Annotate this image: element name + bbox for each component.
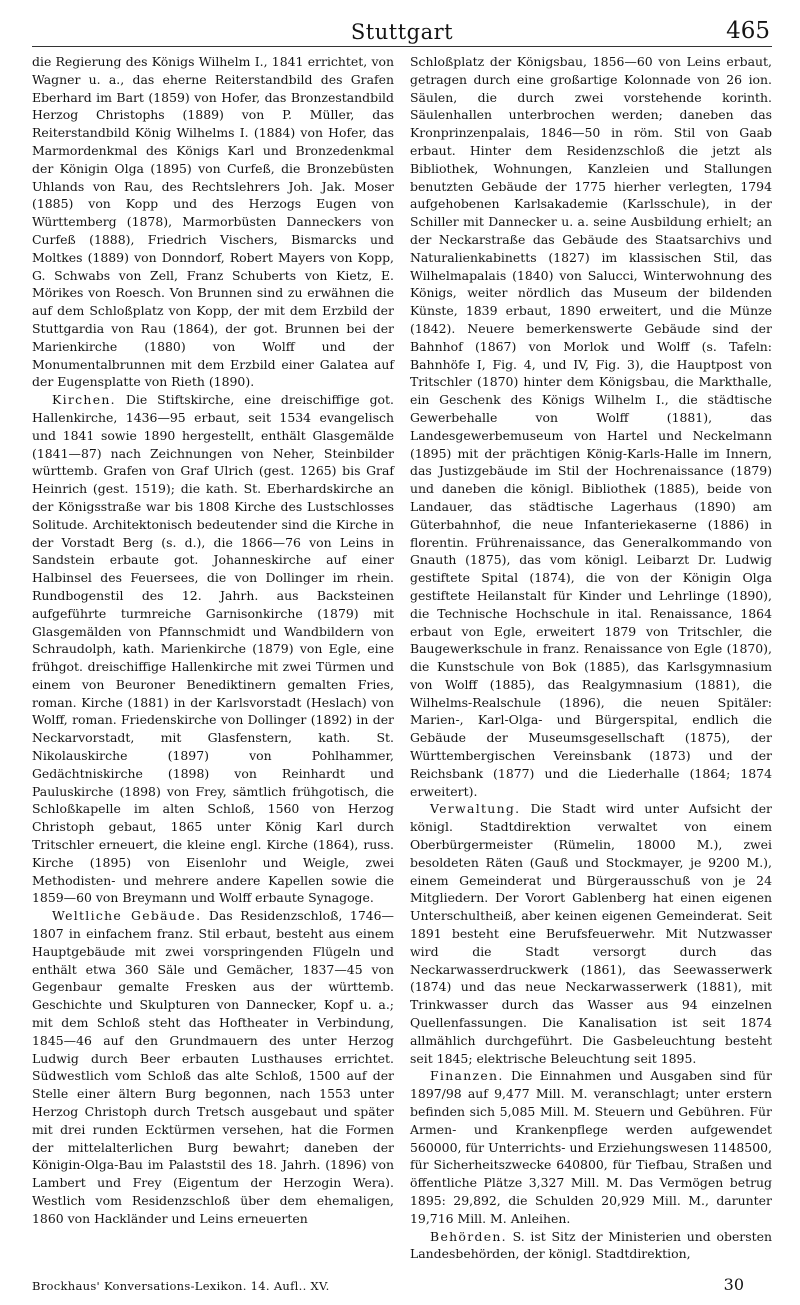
page-header: [32, 14, 772, 47]
column-right: [410, 53, 772, 1263]
paragraph-secular-buildings: [32, 907, 394, 1227]
page-footer: [32, 1275, 772, 1299]
column-left: [32, 53, 394, 1263]
text-columns: [32, 53, 772, 1263]
section-heading-finances: Finanzen.: [430, 1068, 504, 1084]
paragraph-administration-text: Die Stadt wird unter Aufsicht der königl. Stadtdirektion verwaltet von einem Oberbürgermeister (Rümelin, 18000 M.), zwei besoldeten Räten (Gauß und Stockmayer, je 9200 M.), einem Gemeinderat und Bürgerausschuß von je 24 Mitgliedern. Der Vorort Gablenberg hat einen eigenen Unterschultheiß, aber keinen eigenen Gemeinderat. Seit 1891 besteht eine Berufsfeuerwehr. Mit Nutzwasser wird die Stadt versorgt durch das Neckarwasserdruckwerk (1861), das Seewasserwerk (1874) und das neue Neckarwasserwerk (1881), mit Trinkwasser durch das Wasser aus 94 einzelnen Quellenfassungen. Die Kanalisation ist seit 1874 allmählich durchgeführt. Die Gasbeleuchtung besteht seit 1845; elektrische Beleuchtung seit 1895.: [410, 801, 772, 1066]
paragraph-finances-text: Die Einnahmen und Ausgaben sind für 1897/98 auf 9,477 Mill. M. veranschlagt; unter erstern befinden sich 5,085 Mill. M. Steuern und Gebühren. Für Armen- und Krankenpflege werden aufgewendet 560000, für Unterrichts- und Erziehungswesen 1148500, für Sicherheitszwecke 640800, für Tiefbau, Straßen und öffentliche Plätze 3,327 Mill. M. Das Vermögen betrug 1895: 29,892, die Schulden 20,929 Mill. M., darunter 19,716 Mill. M. Anleihen.: [410, 1068, 772, 1226]
section-heading-administration: Verwaltung.: [430, 801, 521, 817]
paragraph-administration: [410, 800, 772, 1067]
paragraph-authorities: [410, 1228, 772, 1264]
paragraph-finances: [410, 1067, 772, 1227]
paragraph-churches: [32, 391, 394, 907]
section-heading-churches: Kirchen.: [52, 392, 116, 408]
footer-source-line: Brockhaus' Konversations-Lexikon. 14. Aufl.. XV.: [32, 1279, 330, 1293]
page-number: 465: [726, 18, 770, 44]
sheet-signature: 30: [723, 1275, 744, 1294]
paragraph-monuments: die Regierung des Königs Wilhelm I., 1841 errichtet, von Wagner u. a., das eherne Reiterstandbild des Grafen Eberhard im Bart (1859) von Hofer, das Bronzestandbild Herzog Christophs (1889) von P. Müller, das Reiterstandbild König Wilhelms I. (1884) von Hofer, das Marmordenkmal des Königs Karl und Bronzedenkmal der Königin Olga (1895) von Curfeß, die Bronzebüsten Uhlands von Rau, des Rechtslehrers Joh. Jak. Moser (1885) von Kopp und des Herzogs Eugen von Württemberg (1878), Marmorbüsten Danneckers von Curfeß (1888), Friedrich Vischers, Bismarcks und Moltkes (1889) von Donndorf, Robert Mayers von Kopp, G. Schwabs von Zell, Franz Schuberts von Kietz, E. Mörikes von Roesch. Von Brunnen sind zu erwähnen die auf dem Schloßplatz von Kopp, der mit dem Erzbild der Stuttgardia von Rau (1864), der got. Brunnen bei der Marienkirche (1880) von Wolff und der Monumentalbrunnen mit dem Erzbild einer Galatea auf der Eugensplatte von Rieth (1890).: [32, 54, 394, 390]
running-title: Stuttgart: [350, 20, 454, 44]
paragraph-buildings-continued: Schloßplatz der Königsbau, 1856—60 von Leins erbaut, getragen durch eine großartige Kolonnade von 26 ion. Säulen, die durch zwei vorstehende korinth. Säulenhallen unterbrochen werden; daneben das Kronprinzenpalais, 1846—50 in röm. Stil von Gaab erbaut. Hinter dem Residenzschloß die jetzt als Bibliothek, Wohnungen, Kanzleien und Stallungen benutzten Gebäude der 1775 hierher verlegten, 1794 aufgehobenen Karlsakademie (Karlsschule), in der Schiller mit Dannecker u. a. seine Ausbildung erhielt; an der Neckarstraße das Gebäude des Staatsarchivs und Naturalienkabinetts (1827) im klassischen Stil, das Wilhelmapalais (1840) von Salucci, Winterwohnung des Königs, weiter nördlich das Museum der bildenden Künste, 1839 erbaut, 1890 erweitert, und die Münze (1842). Neuere bemerkenswerte Gebäude sind der Bahnhof (1867) von Morlok und Wolff (s. Tafeln: Bahnhöfe I, Fig. 4, und IV, Fig. 3), die Hauptpost von Tritschler (1870) hinter dem Königsbau, die Markthalle, ein Geschenk des Königs Wilhelm I., die städtische Gewerbehalle von Wolff (1881), das Landesgewerbemuseum von Hartel und Neckelmann (1895) mit der prächtigen König-Karls-Halle im Innern, das Justizgebäude im Stil der Hochrenaissance (1879) und daneben die königl. Bibliothek (1885), beide von Landauer, das städtische Lagerhaus (1890) am Güterbahnhof, die neue Infanteriekaserne (1886) in florentin. Frührenaissance, das Generalkommando von Gnauth (1875), das vom königl. Leibarzt Dr. Ludwig gestiftete Spital (1874), die von der Königin Olga gestiftete Heilanstalt für Kinder und Lehrlinge (1890), die Technische Hochschule in ital. Renaissance, 1864 erbaut von Egle, erweitert 1879 von Tritschler, die Baugewerkschule in franz. Renaissance von Egle (1870), die Kunstschule von Bok (1885), das Karlsgymnasium von Wolff (1885), das Realgymnasium (1881), die Wilhelms-Realschule (1896), die neuen Spitäler: Marien-, Karl-Olga- und Bürgerspital, endlich die Gebäude der Museumsgesellschaft (1875), der Württembergischen Vereinsbank (1873) und der Reichsbank (1877) und die Liederhalle (1864; 1874 erweitert).: [410, 54, 772, 799]
paragraph-secular-buildings-text: Das Residenzschloß, 1746—1807 in einfachem franz. Stil erbaut, besteht aus einem Hauptgebäude mit zwei vorspringenden Flügeln und enthält etwa 360 Säle und Gemächer, 1837—45 von Gegenbaur gemalte Fresken aus der württemb. Geschichte und Skulpturen von Dannecker, Kopf u. a.; mit dem Schloß steht das Hoftheater in Verbindung, 1845—46 auf den Grundmauern des unter Herzog Ludwig durch Beer erbauten Lusthauses errichtet. Südwestlich vom Schloß das alte Schloß, 1500 auf der Stelle einer ältern Burg begonnen, nach 1553 unter Herzog Christoph durch Tretsch ausgebaut und später mit drei runden Ecktürmen versehen, hat die Formen der mittelalterlichen Burg bewahrt; daneben der Königin-Olga-Bau im Palaststil des 18. Jahrh. (1896) von Lambert und Frey (Eigentum der Herzogin Wera). Westlich vom Residenzschloß über dem ehemaligen, 1860 von Hackländer und Leins erneuerten: [32, 908, 394, 1226]
paragraph-authorities-text: S. ist Sitz der Ministerien und obersten Landesbehörden, der königl. Stadtdirektion,: [410, 1228, 772, 1262]
section-heading-authorities: Behörden.: [430, 1228, 507, 1244]
paragraph-churches-text: Die Stiftskirche, eine dreischiffige got. Hallenkirche, 1436—95 erbaut, seit 1534 evangelisch und 1841 sowie 1890 hergestellt, enthält Glasgemälde (1841—87) nach Zeichnungen von Neher, Steinbilder württemb. Grafen von Graf Ulrich (gest. 1265) bis Graf Heinrich (gest. 1519); die kath. St. Eberhardskirche an der Königsstraße war bis 1808 Kirche des Lustschlosses Solitude. Architektonisch bedeutender sind die Kirche in der Vorstadt Berg (s. d.), die 1866—76 von Leins in Sandstein erbaute got. Johanneskirche auf einer Halbinsel des Feuersees, die von Dollinger im rhein. Rundbogenstil des 12. Jahrh. aus Backsteinen aufgeführte turmreiche Garnisonkirche (1879) mit Glasgemälden von Pfannschmidt und Wandbildern von Schraudolph, kath. Marienkirche (1879) von Egle, eine frühgot. dreischiffige Hallenkirche mit zwei Türmen und einem von Beuroner Benediktinern gemalten Fries, roman. Kirche (1881) in der Karlsvorstadt (Heslach) von Wolff, roman. Friedenskirche von Dollinger (1892) in der Neckarvorstadt, mit Glasfenstern, kath. St. Nikolauskirche (1897) von Pohlhammer, Gedächtniskirche (1898) von Reinhardt und Pauluskirche (1898) von Frey, sämtlich frühgotisch, die Schloßkapelle im alten Schloß, 1560 von Herzog Christoph gebaut, 1865 unter König Karl durch Tritschler erneuert, die kleine engl. Kirche (1864), russ. Kirche (1895) von Eisenlohr und Weigle, zwei Methodisten- und mehrere andere Kapellen sowie die 1859—60 von Breymann und Wolff erbaute Synagoge.: [32, 392, 394, 906]
section-heading-secular-buildings: Weltliche Gebäude.: [52, 908, 202, 924]
